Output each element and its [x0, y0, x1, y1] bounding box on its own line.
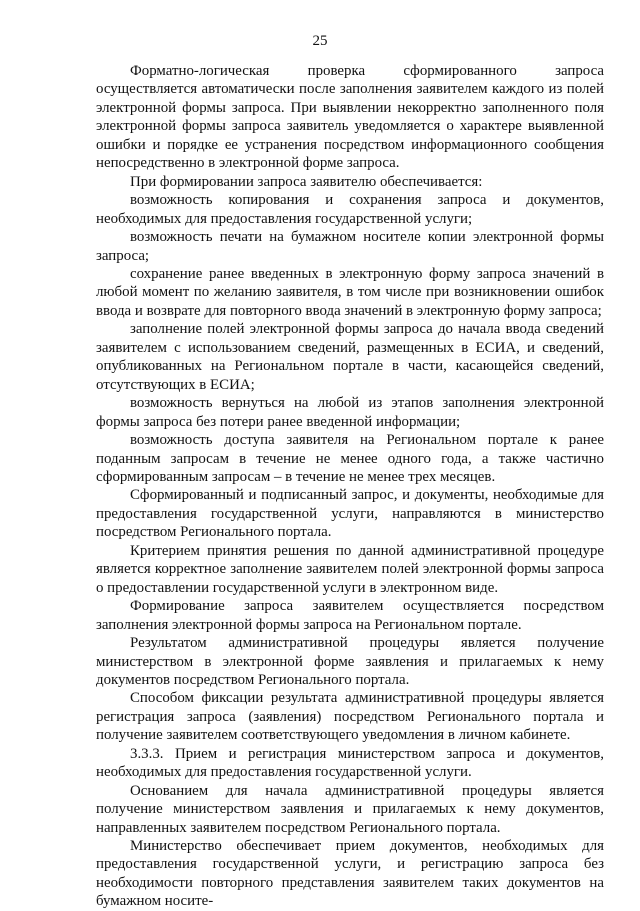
paragraph-return-step: возможность вернуться на любой из этапов заполнения электронной формы запроса без потери ранее введенной информации;: [96, 395, 604, 430]
paragraph-print: возможность печати на бумажном носителе копии электронной формы запроса;: [96, 229, 604, 264]
paragraph-section-3-3-3: 3.3.3. Прием и регистрация министерством запроса и документов, необходимых для предоставления государственной услуги.: [96, 745, 604, 781]
paragraph-fixation: Способом фиксации результата административной процедуры является регистрация запроса (заявления) посредством Регионального портала и получение заявителем соответствующего уведомления в личном кабинете.: [96, 690, 604, 744]
paragraph-result: Результатом административной процедуры является получение министерством в электронной форме заявления и прилагаемых к нему документов посредством Регионального портала.: [96, 635, 604, 688]
paragraph-request-intro: При формировании запроса заявителю обеспечивается:: [130, 173, 483, 190]
paragraph-fill-fields: заполнение полей электронной формы запроса до начала ввода сведений заявителем с использованием сведений, размещенных в ЕСИА, и сведений, опубликованных на Региональном портале в части, касающейся сведений, отсутствующих в ЕСИА;: [96, 321, 604, 393]
paragraph-ministry-reception: Министерство обеспечивает прием документов, необходимых для предоставления государственной услуги, и регистрацию запроса без необходимости повторного представления заявителем таких документов на бумажном носите-: [96, 838, 604, 910]
paragraph-criterion: Критерием принятия решения по данной административной процедуре является корректное заполнение заявителем полей электронной формы запроса о предоставлении государственной услуги в электронном виде.: [96, 542, 604, 596]
paragraph-format-check: Форматно-логическая проверка сформированного запроса осуществляется автоматически после заполнения заявителем каждого из полей электронной формы запроса. При выявлении некорректно заполненного поля электронной формы запроса заявитель уведомляется о характере выявленной ошибки и порядке ее устранения посредством информационного сообщения непосредственно в электронной форме запроса.: [96, 63, 604, 172]
paragraph-signed-request: Сформированный и подписанный запрос, и документы, необходимые для предоставления государственной услуги, направляются в министерство посредством Регионального портала.: [96, 487, 604, 541]
paragraph-access-requests: возможность доступа заявителя на Региональном портале к ранее поданным запросам в течение не менее одного года, а также частично сформированным запросам – в течение не менее трех месяцев.: [96, 432, 604, 485]
paragraph-saving-values: сохранение ранее введенных в электронную форму запроса значений в любой момент по желанию заявителя, в том числе при возникновении ошибок ввода и возврате для повторного ввода значений в электронную форму запроса;: [96, 265, 604, 319]
document-body: [96, 62, 604, 911]
paragraph-basis: Основанием для начала административной процедуры является получение министерством заявления и прилагаемых к нему документов, направленных заявителем посредством Регионального портала.: [96, 782, 604, 836]
paragraph-copy-save: возможность копирования и сохранения запроса и документов, необходимых для предоставления государственной услуги;: [96, 192, 604, 227]
page-number: 25: [312, 33, 328, 49]
paragraph-formation: Формирование запроса заявителем осуществляется посредством заполнения электронной формы запроса на Региональном портале.: [96, 598, 604, 633]
